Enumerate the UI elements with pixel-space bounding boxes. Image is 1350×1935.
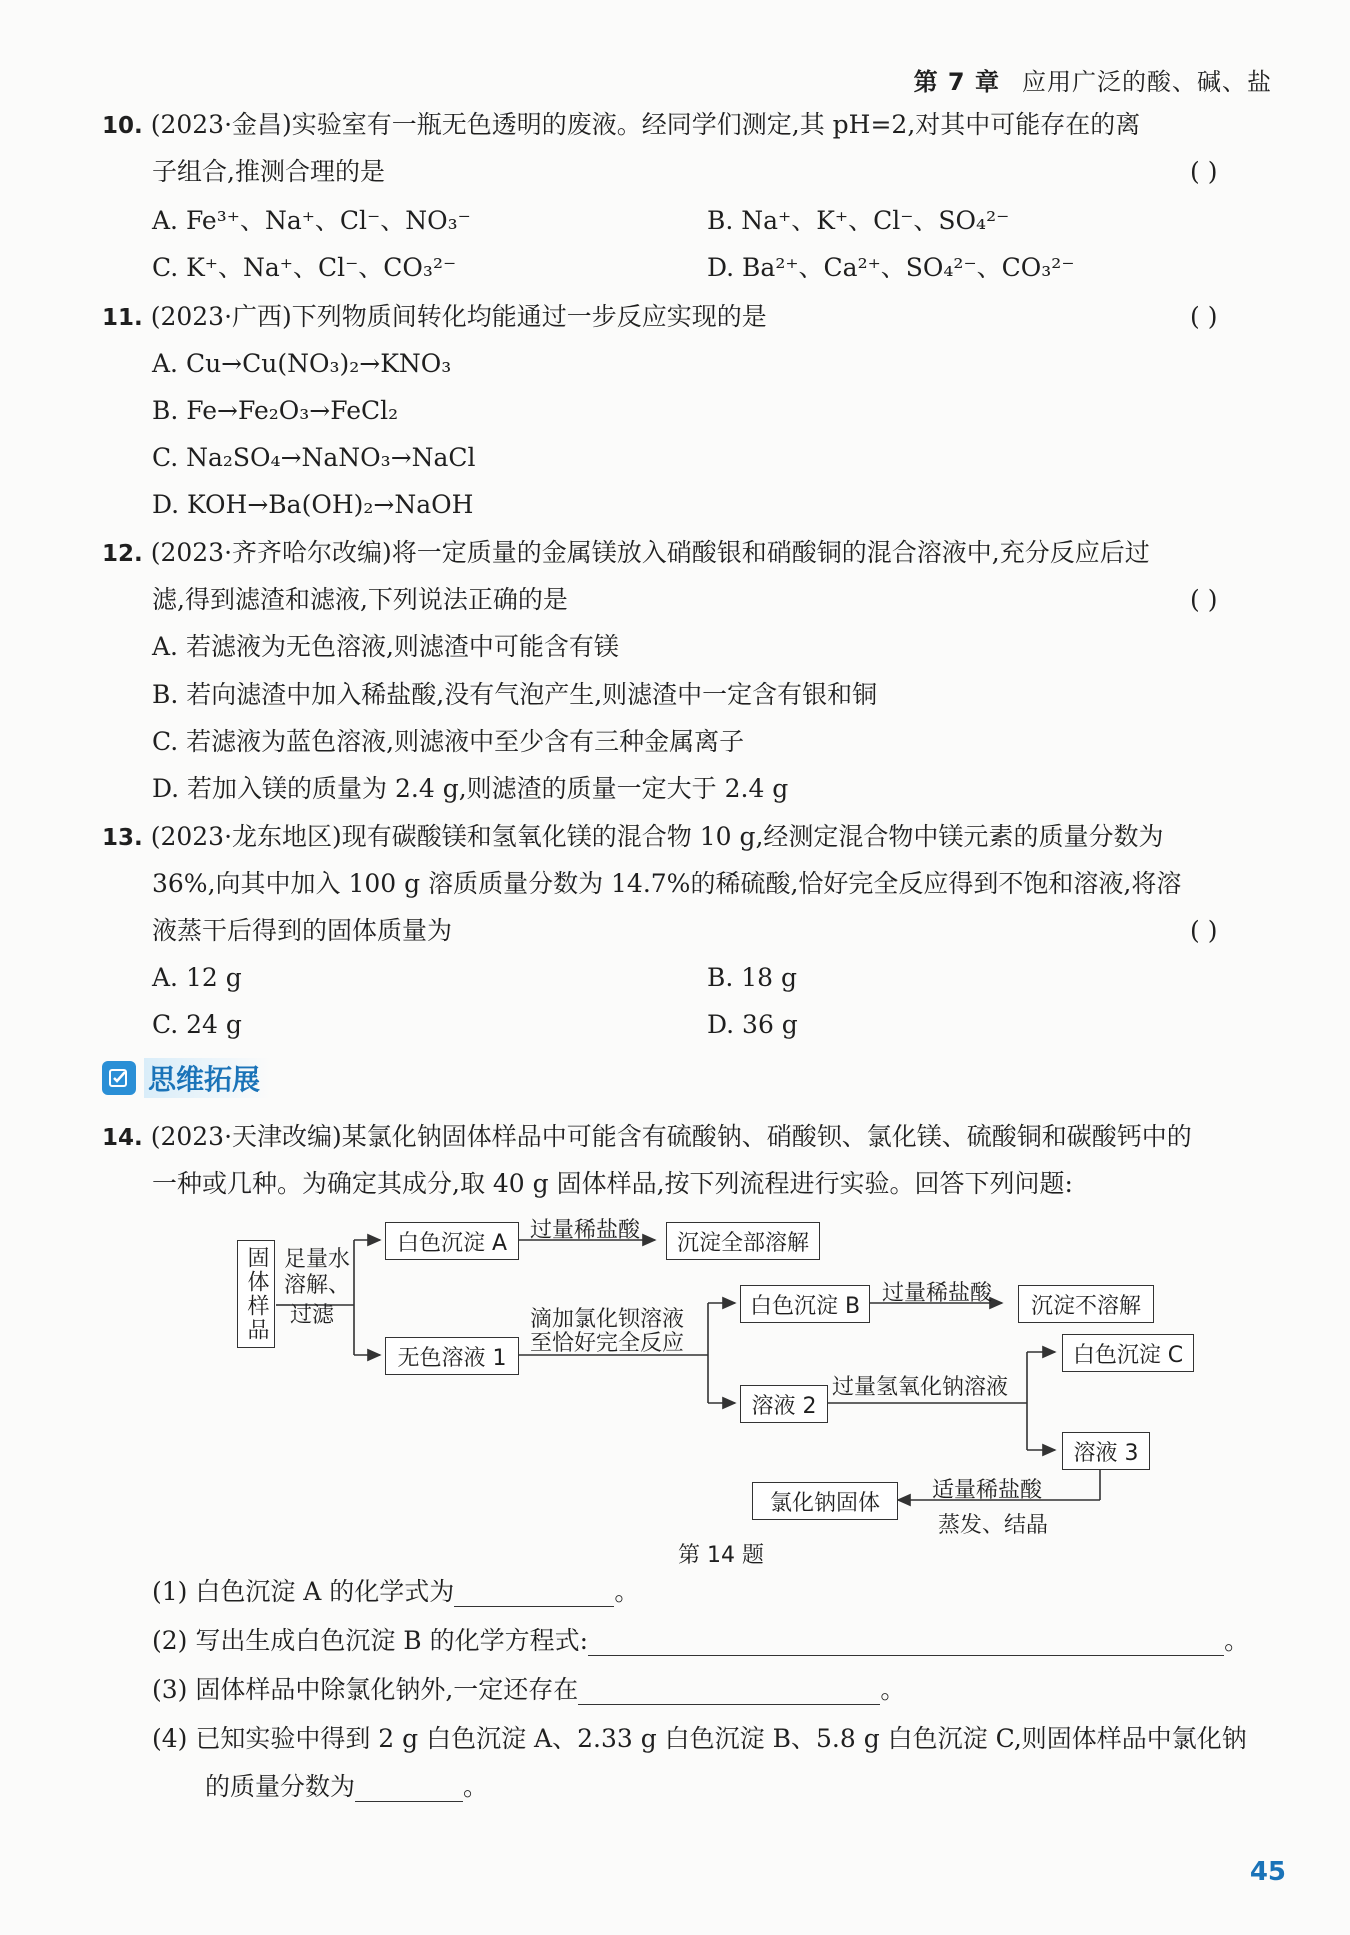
q13-stem: (2023·龙东地区)现有碳酸镁和氢氧化镁的混合物 10 g,经测定混合物中镁元素的质量分数为 — [150, 822, 1164, 851]
q13-number: 13. — [102, 825, 143, 851]
step1-label-1: 足量水 — [284, 1247, 351, 1272]
q10-number: 10. — [102, 113, 143, 139]
q14-stem: (2023·天津改编)某氯化钠固体样品中可能含有硫酸钠、硝酸钡、氯化镁、硫酸铜和碳酸钙中的 — [150, 1122, 1192, 1151]
q12-option-b: B. 若向滤渣中加入稀盐酸,没有气泡产生,则滤渣中一定含有银和铜 — [152, 680, 878, 709]
box-solid-sample — [237, 1240, 275, 1348]
label-hcl-2: 过量稀盐酸 — [882, 1281, 993, 1306]
q14-line2: 一种或几种。为确定其成分,取 40 g 固体样品,按下列流程进行实验。回答下列问题: — [152, 1169, 1073, 1198]
q13-line2: 36%,向其中加入 100 g 溶质质量分数为 14.7%的稀硫酸,恰好完全反应得到不饱和溶液,将溶 — [152, 869, 1182, 898]
q12-option-c: C. 若滤液为蓝色溶液,则滤液中至少含有三种金属离子 — [152, 727, 745, 756]
q10-answer-paren[interactable]: ( ) — [1190, 157, 1218, 186]
box-ppt-b: 白色沉淀 B — [740, 1285, 870, 1323]
label-naoh: 过量氢氧化钠溶液 — [832, 1375, 1009, 1400]
q14-sub1-period: 。 — [614, 1577, 640, 1606]
q13-line1 — [102, 822, 1163, 853]
q10-option-c: C. K⁺、Na⁺、Cl⁻、CO₃²⁻ — [152, 253, 457, 282]
q13-line3: 液蒸干后得到的固体质量为 — [152, 916, 453, 945]
label-bacl2-1: 滴加氯化钡溶液 — [530, 1307, 685, 1332]
q14-sub1-text: (1) 白色沉淀 A 的化学式为 — [152, 1577, 455, 1606]
q11-number: 11. — [102, 305, 143, 331]
q14-sub1 — [152, 1577, 639, 1607]
q11-option-c: C. Na₂SO₄→NaNO₃→NaCl — [152, 443, 476, 472]
q11-answer-paren[interactable]: ( ) — [1190, 302, 1218, 331]
q11-option-b: B. Fe→Fe₂O₃→FeCl₂ — [152, 396, 399, 425]
q13-option-b: B. 18 g — [707, 963, 798, 992]
q14-sub2-period: 。 — [1224, 1626, 1250, 1655]
box-solid-sample-label: 固体样品 — [244, 1246, 269, 1342]
q14-line1 — [102, 1122, 1192, 1153]
q11-option-a: A. Cu→Cu(NO₃)₂→KNO₃ — [152, 349, 452, 378]
q12-number: 12. — [102, 541, 143, 567]
q10-option-b: B. Na⁺、K⁺、Cl⁻、SO₄²⁻ — [707, 206, 1010, 235]
box-solution-1: 无色溶液 1 — [385, 1337, 519, 1375]
section-title: 思维拓展 — [144, 1058, 270, 1098]
box-ppt-a: 白色沉淀 A — [385, 1222, 519, 1260]
box-all-dissolve: 沉淀全部溶解 — [666, 1222, 820, 1260]
chapter-title: 应用广泛的酸、碱、盐 — [1022, 68, 1272, 96]
q14-sub3-period: 。 — [880, 1675, 906, 1704]
step1-label-2: 溶解、 — [284, 1273, 351, 1298]
page-number: 45 — [1249, 1857, 1286, 1887]
q14-sub2 — [152, 1626, 1249, 1656]
q14-sub3-blank[interactable] — [578, 1678, 880, 1705]
q14-sub4-line1: (4) 已知实验中得到 2 g 白色沉淀 A、2.33 g 白色沉淀 B、5.8 g 白色沉淀 C,则固体样品中氯化钠 — [152, 1724, 1247, 1753]
q14-number: 14. — [102, 1125, 143, 1151]
q14-sub1-blank[interactable] — [454, 1580, 614, 1607]
q13-option-a: A. 12 g — [152, 963, 242, 992]
label-hcl-3: 适量稀盐酸 — [932, 1478, 1043, 1503]
step1-label-3: 过滤 — [290, 1303, 335, 1328]
q12-option-d: D. 若加入镁的质量为 2.4 g,则滤渣的质量一定大于 2.4 g — [152, 774, 789, 803]
q11-line1 — [102, 302, 767, 333]
chapter-header — [914, 62, 1272, 97]
label-bacl2-2: 至恰好完全反应 — [530, 1331, 685, 1356]
q12-option-a: A. 若滤液为无色溶液,则滤渣中可能含有镁 — [152, 632, 619, 661]
q14-sub4-text: 的质量分数为 — [205, 1772, 356, 1801]
q10-option-d: D. Ba²⁺、Ca²⁺、SO₄²⁻、CO₃²⁻ — [707, 253, 1075, 282]
section-header — [102, 1058, 282, 1098]
q11-option-d: D. KOH→Ba(OH)₂→NaOH — [152, 490, 474, 519]
label-evaporate: 蒸发、结晶 — [938, 1513, 1049, 1538]
q14-sub3-text: (3) 固体样品中除氯化钠外,一定还存在 — [152, 1675, 579, 1704]
q14-sub4-blank[interactable] — [355, 1775, 463, 1802]
q10-line1 — [102, 110, 1140, 141]
box-nacl-solid: 氯化钠固体 — [752, 1482, 898, 1520]
q14-sub4-period: 。 — [463, 1772, 489, 1801]
q13-answer-paren[interactable]: ( ) — [1190, 916, 1218, 945]
q12-line2: 滤,得到滤渣和滤液,下列说法正确的是 — [152, 585, 568, 614]
q10-line2: 子组合,推测合理的是 — [152, 157, 385, 186]
q12-line1 — [102, 538, 1150, 569]
q14-sub3 — [152, 1675, 905, 1705]
q10-stem: (2023·金昌)实验室有一瓶无色透明的废液。经同学们测定,其 pH=2,对其中可能存在的离 — [150, 110, 1141, 139]
box-ppt-c: 白色沉淀 C — [1062, 1334, 1194, 1372]
q14-sub2-blank[interactable] — [588, 1629, 1224, 1656]
box-not-dissolve: 沉淀不溶解 — [1018, 1285, 1154, 1323]
figure-caption: 第 14 题 — [678, 1543, 764, 1568]
box-solution-2: 溶液 2 — [740, 1385, 828, 1423]
q13-option-d: D. 36 g — [707, 1010, 798, 1039]
q14-sub2-text: (2) 写出生成白色沉淀 B 的化学方程式: — [152, 1626, 589, 1655]
q12-stem: (2023·齐齐哈尔改编)将一定质量的金属镁放入硝酸银和硝酸铜的混合溶液中,充分反应后过 — [150, 538, 1150, 567]
q11-stem: (2023·广西)下列物质间转化均能通过一步反应实现的是 — [150, 302, 767, 331]
q10-option-a: A. Fe³⁺、Na⁺、Cl⁻、NO₃⁻ — [152, 206, 471, 235]
q12-answer-paren[interactable]: ( ) — [1190, 585, 1218, 614]
label-hcl-1: 过量稀盐酸 — [530, 1218, 641, 1243]
q13-option-c: C. 24 g — [152, 1010, 242, 1039]
box-solution-3: 溶液 3 — [1062, 1432, 1150, 1470]
q14-sub4-line2 — [205, 1772, 488, 1802]
chapter-number: 第 7 章 — [913, 68, 1000, 96]
pencil-check-icon — [102, 1061, 136, 1095]
